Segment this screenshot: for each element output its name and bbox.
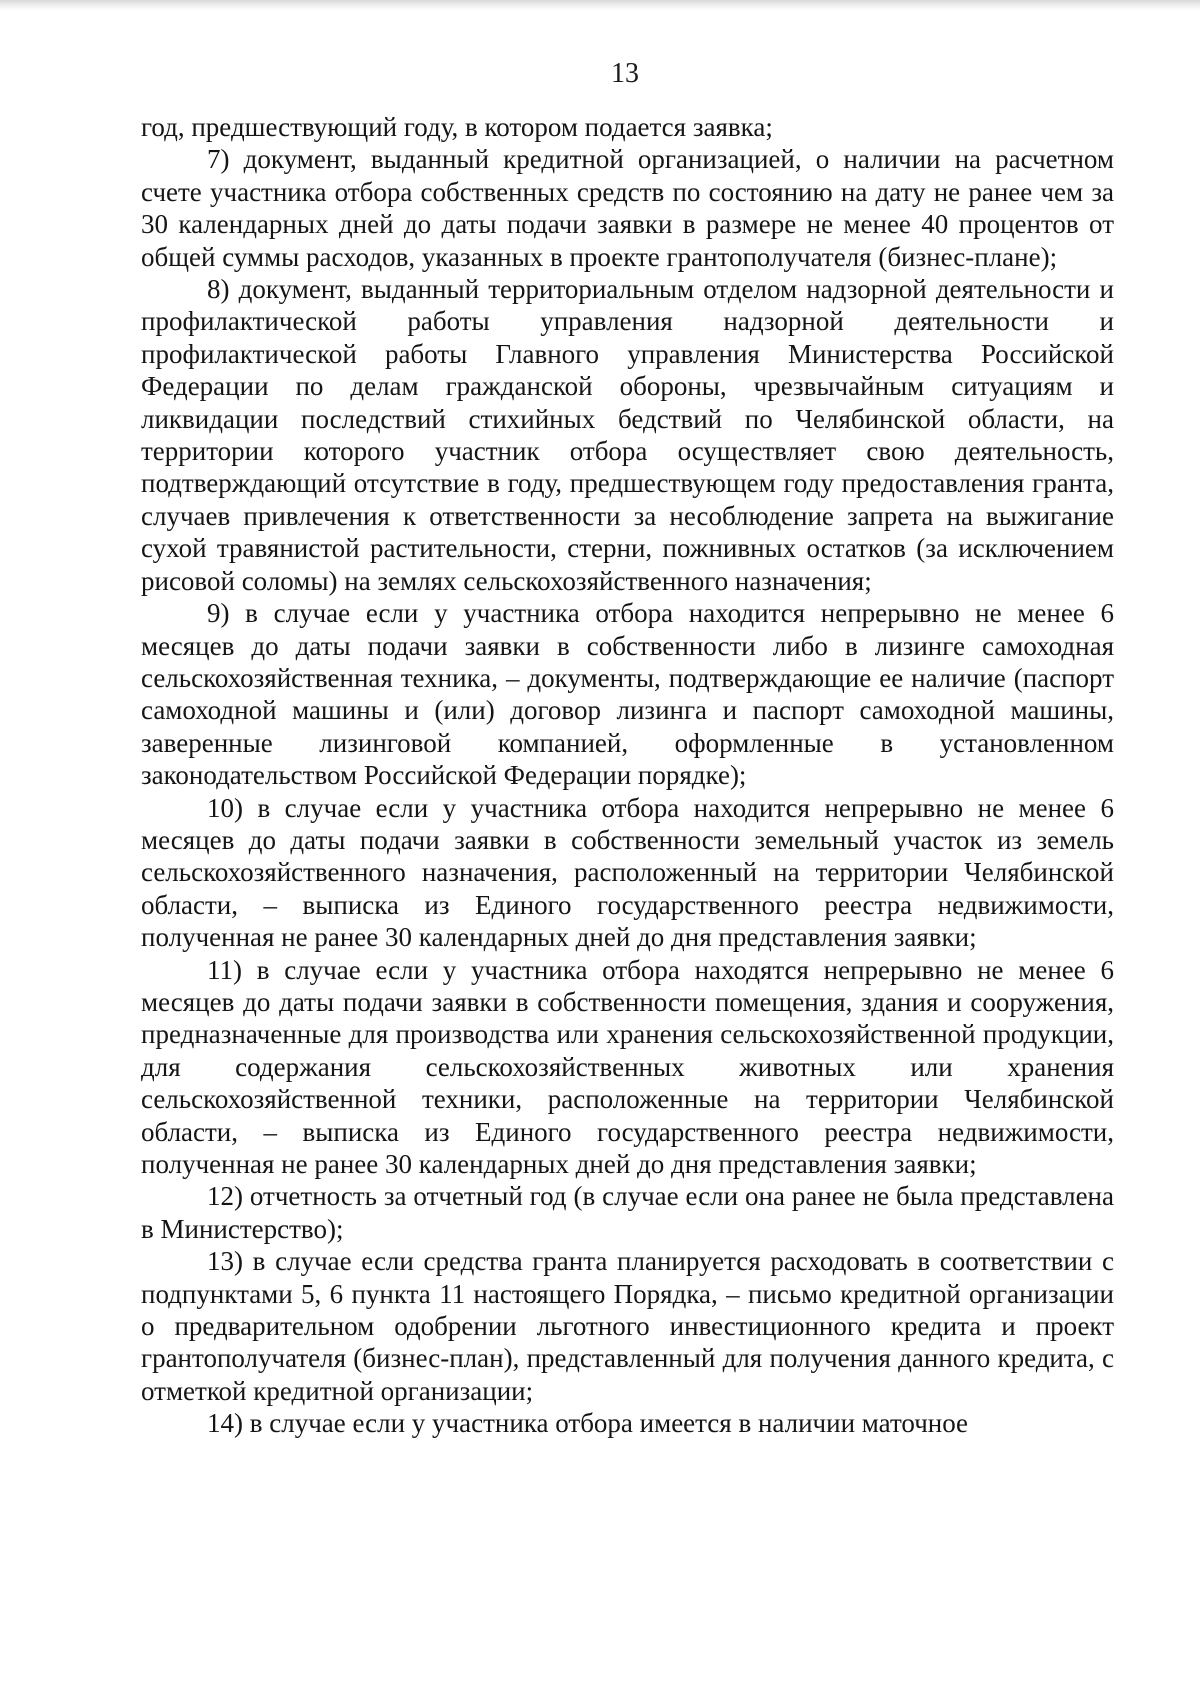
- paragraph-item-12: 12) отчетность за отчетный год (в случае если она ранее не была представлена в Министерство);: [141, 1181, 1114, 1244]
- paragraph-item-7: 7) документ, выданный кредитной организацией, о наличии на расчетном счете участника отбора собственных средств по состоянию на дату не ранее чем за 30 календарных дней до даты подачи заявки в размере не менее 40 процентов от общей суммы расходов, указанных в проекте грантополучателя (бизнес-плане);: [141, 144, 1114, 272]
- paragraph-item-13: 13) в случае если средства гранта планируется расходовать в соответствии с подпунктами 5, 6 пункта 11 настоящего Порядка, – письмо кредитной организации о предварительном одобрении льготного инвестиционного кредита и проект грантополучателя (бизнес-план), представленный для получения данного кредита, с отметкой кредитной организации;: [141, 1246, 1114, 1406]
- paragraph-continuation: год, предшествующий году, в котором подается заявка;: [141, 112, 773, 142]
- paragraph-item-8: 8) документ, выданный территориальным отделом надзорной деятельности и профилактической работы управления надзорной деятельности и профилактической работы Главного управления Министерства Российской Федерации по делам гражданской обороны, чрезвычайным ситуациям и ликвидации последствий стихийных бедствий по Челябинской области, на территории которого участник отбора осуществляет свою деятельность, подтверждающий отсутствие в году, предшествующем году предоставления гранта, случаев привлечения к ответственности за несоблюдение запрета на выжигание сухой травянистой растительности, стерни, пожнивных остатков (за исключением рисовой соломы) на землях сельскохозяйственного назначения;: [141, 274, 1114, 596]
- document-body: [141, 111, 1114, 1440]
- paragraph-item-14: 14) в случае если у участника отбора имеется в наличии маточное: [207, 1408, 969, 1439]
- scan-edge-shadow: [0, 0, 1200, 10]
- paragraph-item-11: 11) в случае если у участника отбора находятся непрерывно не менее 6 месяцев до даты подачи заявки в собственности помещения, здания и сооружения, предназначенные для производства или хранения сельскохозяйственной продукции, для содержания сельскохозяйственных животных или хранения сельскохозяйственной техники, расположенные на территории Челябинской области, – выписка из Единого государственного реестра недвижимости, полученная не ранее 30 календарных дней до дня представления заявки;: [141, 954, 1114, 1179]
- paragraph-item-9: 9) в случае если у участника отбора находится непрерывно не менее 6 месяцев до даты подачи заявки в собственности либо в лизинге самоходная сельскохозяйственная техника, – документы, подтверждающие ее наличие (паспорт самоходной машины и (или) договор лизинга и паспорт самоходной машины, заверенные лизинговой компанией, оформленные в установленном законодательством Российской Федерации порядке);: [141, 598, 1114, 791]
- page-number: 13: [611, 58, 639, 89]
- paragraph-item-10: 10) в случае если у участника отбора находится непрерывно не менее 6 месяцев до даты подачи заявки в собственности земельный участок из земель сельскохозяйственного назначения, расположенный на территории Челябинской области, – выписка из Единого государственного реестра недвижимости, полученная не ранее 30 календарных дней до дня представления заявки;: [141, 792, 1114, 953]
